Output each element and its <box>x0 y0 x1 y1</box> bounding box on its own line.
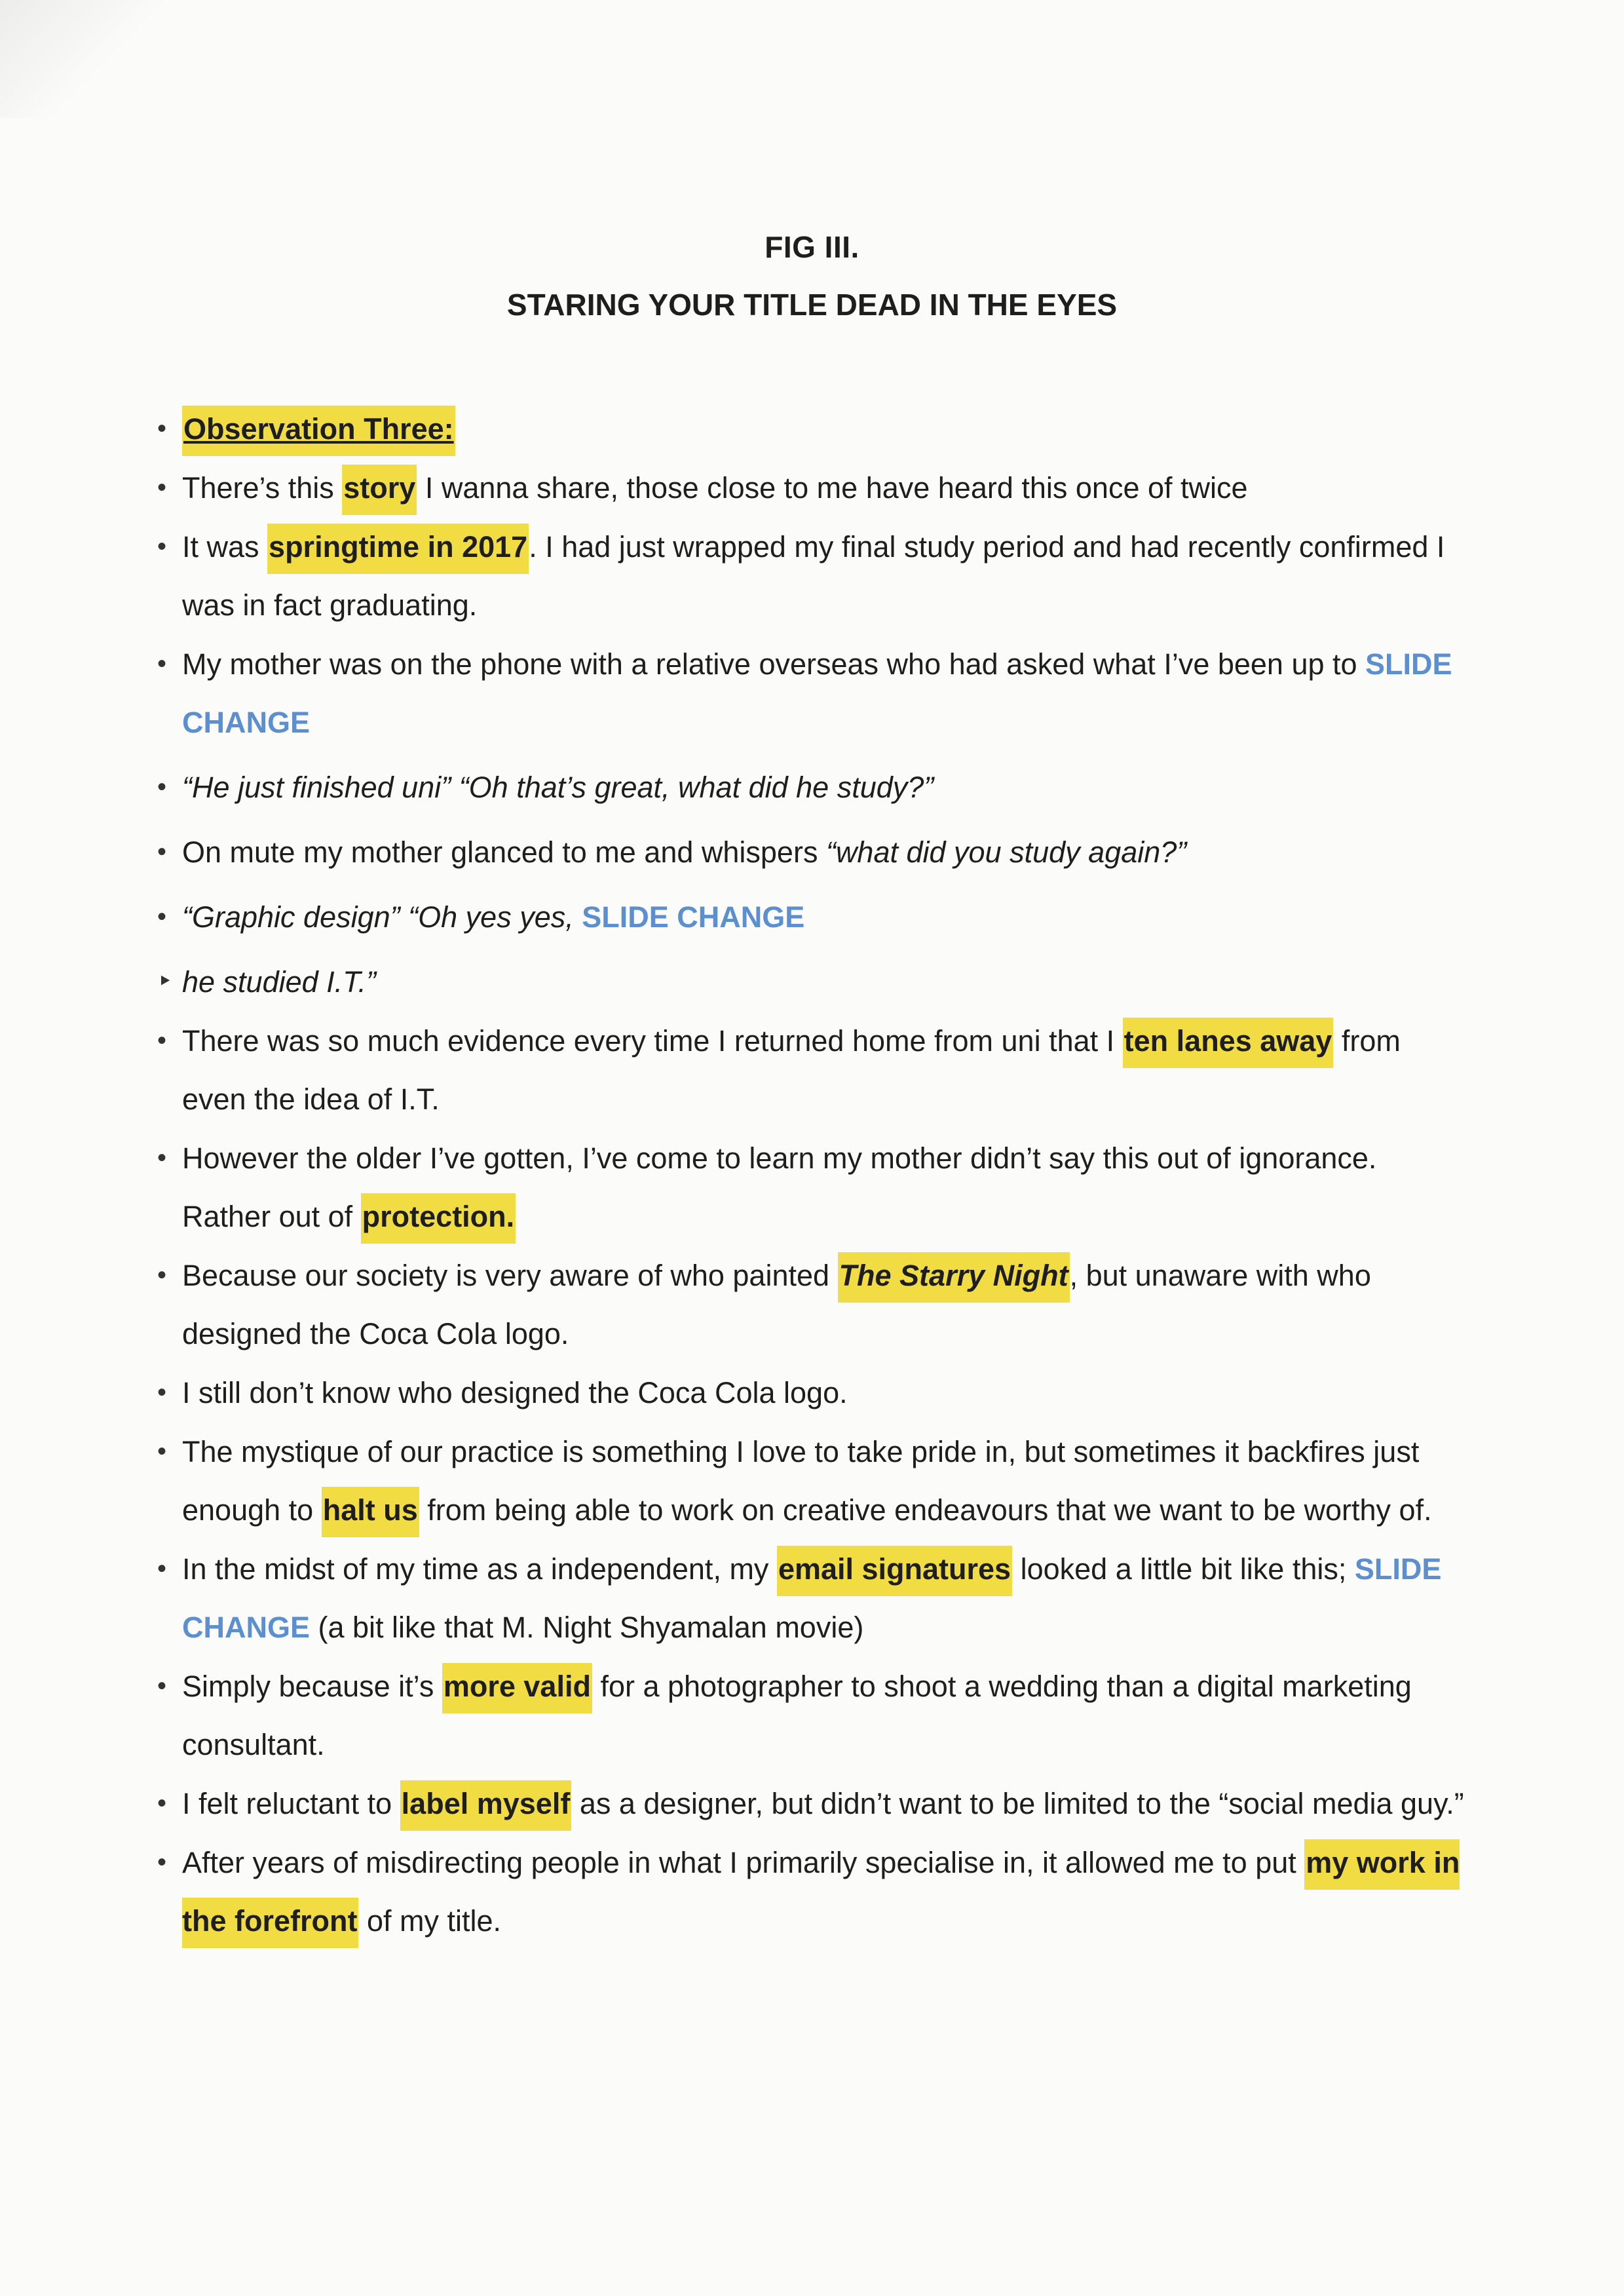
note-text: Simply because it’s <box>182 1670 442 1703</box>
note-quote: he studied I.T.” <box>182 965 377 999</box>
bullet-icon: • <box>157 649 167 678</box>
note-text: In the midst of my time as a independent, my <box>182 1552 777 1586</box>
note-text: as a designer, but didn’t want to be limited to the “social media guy.” <box>571 1787 1464 1820</box>
slide-change-cue: SLIDE CHANGE <box>182 1552 1442 1644</box>
bullet-icon: • <box>157 473 167 502</box>
bullet-icon: • <box>157 773 167 801</box>
note-quote: “He just finished uni” “Oh that’s great, what did he study?” <box>182 771 934 804</box>
note-text: of my title. <box>358 1904 502 1938</box>
note-email-signatures <box>157 1540 1467 1656</box>
bullet-icon: • <box>157 1261 167 1290</box>
note-text: My mother was on the phone with a relative overseas who had asked what I’ve been up to <box>182 647 1366 681</box>
slide-change-cue: SLIDE CHANGE <box>182 647 1452 739</box>
bullet-icon: • <box>157 1554 167 1583</box>
bullet-icon: • <box>157 1848 167 1877</box>
bullet-icon: • <box>157 1378 167 1407</box>
notes-list <box>157 400 1467 1951</box>
note-ignorance <box>157 1129 1467 1246</box>
figure-label: FIG III. <box>765 230 859 264</box>
bullet-icon: • <box>157 414 167 443</box>
note-forefront <box>157 1833 1467 1950</box>
observation-heading-highlight: Observation Three: <box>182 406 455 456</box>
note-text: It was <box>182 530 268 564</box>
bullet-icon: ‣ <box>157 967 173 996</box>
highlight-story: story <box>342 465 417 515</box>
bullet-icon: • <box>157 532 167 561</box>
note-springtime <box>157 518 1467 634</box>
note-evidence <box>157 1012 1467 1128</box>
slide-change-cue: SLIDE CHANGE <box>582 900 805 934</box>
bullet-icon: • <box>157 1672 167 1700</box>
note-story <box>157 459 1467 517</box>
note-text: from being able to work on creative endeavours that we want to be worthy of. <box>419 1493 1432 1527</box>
highlight-more-valid: more valid <box>442 1663 592 1713</box>
bullet-icon: • <box>157 1789 167 1818</box>
note-graphic-design <box>157 888 1467 946</box>
note-mystique <box>157 1423 1467 1539</box>
note-quote: “Graphic design” “Oh yes yes, <box>182 900 582 934</box>
note-text: I still don’t know who designed the Coca Cola logo. <box>182 1376 848 1409</box>
bullet-icon: • <box>157 1026 167 1055</box>
note-dialogue-uni <box>157 758 1467 816</box>
note-text: I felt reluctant to <box>182 1787 400 1820</box>
highlight-work-forefront: my work in the forefront <box>182 1839 1460 1948</box>
note-starry-night <box>157 1246 1467 1363</box>
note-quote: “what did you study again?” <box>825 835 1187 869</box>
note-text: from even the idea of I.T. <box>182 1024 1401 1116</box>
note-observation-heading <box>157 400 1467 458</box>
note-text: I wanna share, those close to me have heard this once of twice <box>417 471 1248 505</box>
note-text: There was so much evidence every time I returned home from uni that I <box>182 1024 1123 1058</box>
note-coca-cola <box>157 1364 1467 1422</box>
note-more-valid <box>157 1657 1467 1774</box>
note-text: After years of misdirecting people in what I primarily specialise in, it allowed me to put <box>182 1846 1305 1879</box>
document-title: STARING YOUR TITLE DEAD IN THE EYES <box>506 288 1118 322</box>
note-text: There’s this <box>182 471 343 505</box>
highlight-email-signatures: email signatures <box>777 1546 1012 1596</box>
bullet-icon: • <box>157 1143 167 1172</box>
note-text: However the older I’ve gotten, I’ve come to learn my mother didn’t say this out of ignorance. Rather out of <box>182 1141 1377 1233</box>
note-text: The mystique of our practice is something I love to take pride in, but sometimes it backfires just enough to <box>182 1435 1420 1527</box>
note-studied-it <box>157 953 1467 1011</box>
note-text: On mute my mother glanced to me and whispers <box>182 835 826 869</box>
note-label-myself <box>157 1774 1467 1833</box>
note-text: looked a little bit like this; <box>1012 1552 1355 1586</box>
scan-corner-shadow <box>0 0 170 118</box>
highlight-starry-night: The Starry Night <box>838 1252 1070 1303</box>
highlight-protection: protection. <box>361 1193 516 1244</box>
note-text: (a bit like that M. Night Shyamalan movie) <box>310 1611 864 1644</box>
highlight-springtime: springtime in 2017 <box>267 524 529 574</box>
bullet-icon: • <box>157 837 167 866</box>
note-text: , but unaware with who designed the Coca Cola logo. <box>182 1259 1371 1350</box>
bullet-icon: • <box>157 1437 167 1466</box>
note-text: Because our society is very aware of who painted <box>182 1259 838 1292</box>
bullet-icon: • <box>157 902 167 931</box>
highlight-label-myself: label myself <box>400 1780 572 1831</box>
note-text: for a photographer to shoot a wedding than a digital marketing consultant. <box>182 1670 1412 1761</box>
note-phone-call <box>157 635 1467 752</box>
note-on-mute <box>157 823 1467 881</box>
highlight-halt-us: halt us <box>322 1487 419 1537</box>
note-text: . I had just wrapped my final study period and had recently confirmed I was in fact graduating. <box>182 530 1445 622</box>
highlight-ten-lanes-away: ten lanes away <box>1123 1018 1334 1068</box>
